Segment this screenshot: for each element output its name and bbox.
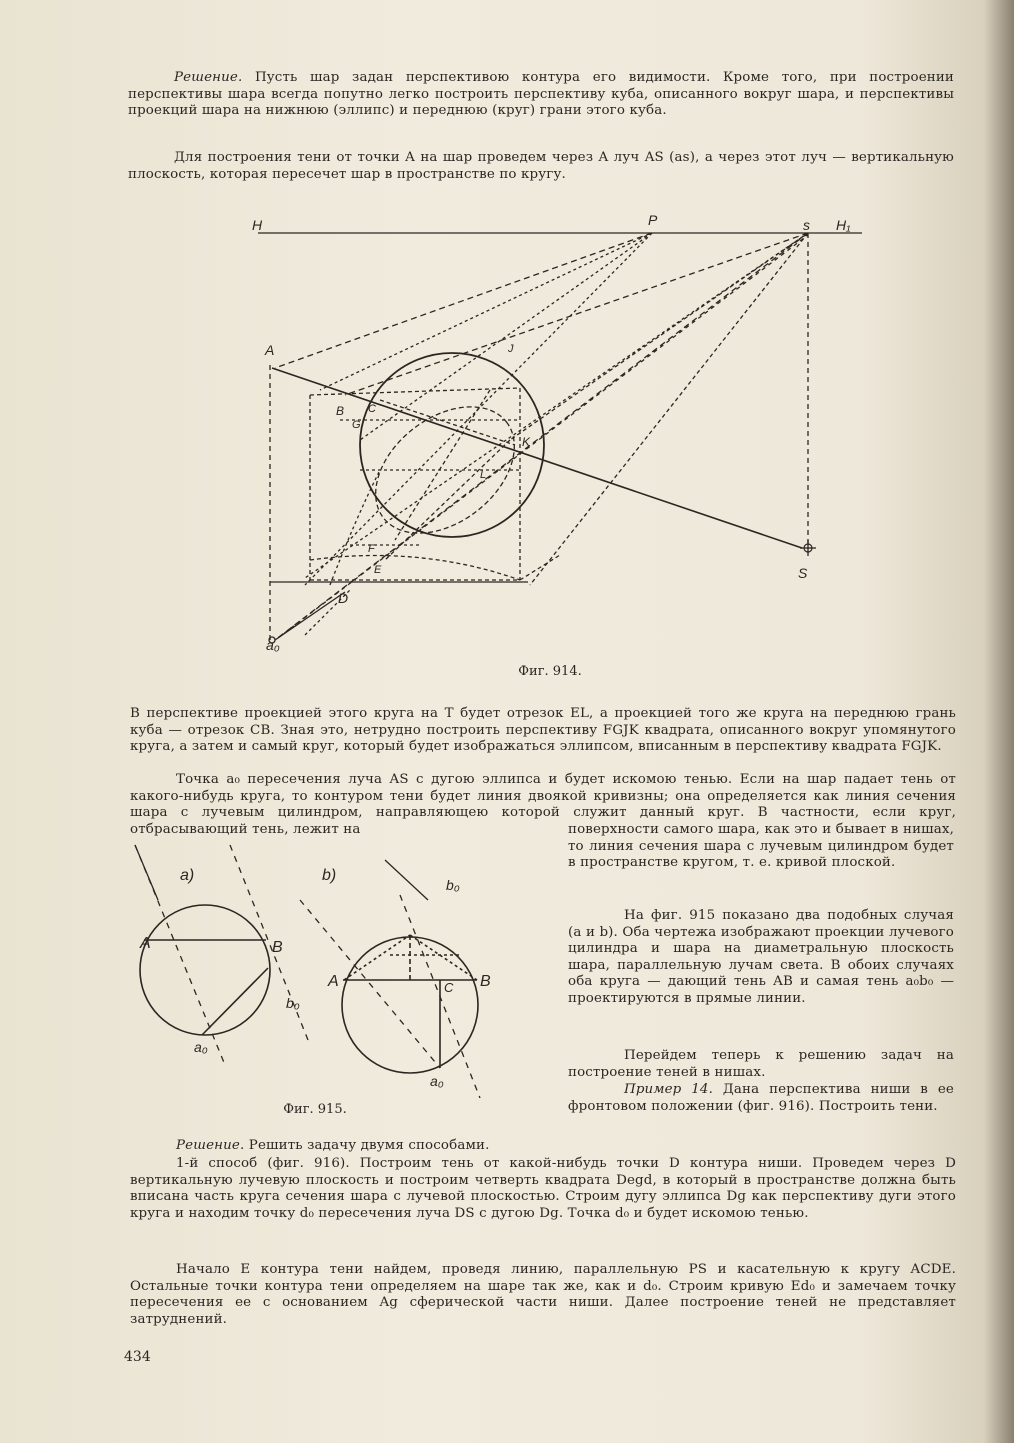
- label-a0-right: a₀: [430, 1073, 444, 1089]
- label-g: G: [352, 419, 361, 431]
- paragraph-3: В перспективе проекцией этого круга на T будет отрезок EL, а проекцией того же круга на переднюю грань куба — отрезок CB. Зная это, нетрудно построить перспективу FGJK квадрата, описанного вокруг упомянутого круга, а затем и самый круг, который будет изображаться эллипсом, вписанным в перспективу квадрата FGJK.: [130, 706, 956, 755]
- label-a0-left: a₀: [194, 1039, 208, 1055]
- label-k: K: [522, 435, 531, 449]
- paragraph-4: Точка a₀ пересечения луча AS с дугою эллипса и будет искомою тенью. Если на шар падает тень от какого-нибудь круга, то контуром тени будет линия двоякой кривизны; она определяется как линия сечения шара с лучевым цилиндром, направляющею которой служит данный круг. В частности, если круг, отбрасывающий тень, лежит на: [130, 772, 956, 837]
- circle-b: [342, 937, 478, 1073]
- solution-lead-2: Решение.: [176, 1138, 245, 1153]
- chord-a0b0-a: [202, 968, 268, 1035]
- label-a-right: A: [328, 973, 339, 990]
- label-case-b: b): [322, 867, 337, 884]
- label-f: F: [368, 543, 375, 555]
- paragraph-6: На фиг. 915 показано два подобных случая (a и b). Оба чертежа изображают проекции лучевого цилиндра и шара на диаметральную плоскость шара, параллельную лучам света. В обоих случаях оба круга — дающий тень AB и самая тень a₀b₀ — проектируются в прямые линии.: [568, 908, 954, 1006]
- figure-915: [130, 840, 550, 1140]
- paragraph-5: поверхности самого шара, как это и бывает в нишах, то линия сечения шара с лучевым цилиндром будет в пространстве кругом, т. е. кривой плоской.: [568, 822, 954, 871]
- label-b-left: B: [272, 939, 283, 956]
- figure-914: [0, 0, 1014, 700]
- label-e: E: [374, 564, 382, 576]
- label-j: J: [508, 343, 514, 355]
- label-c: C: [368, 403, 376, 415]
- paragraph-9-text: Решить задачу двумя способами.: [244, 1138, 490, 1153]
- page-number: 434: [124, 1349, 151, 1365]
- ray-p-3: [360, 233, 652, 440]
- label-b0-right: b₀: [446, 877, 460, 893]
- label-c-right: C: [444, 980, 454, 995]
- label-b-right: B: [480, 973, 491, 990]
- solution-lead: Решение.: [174, 70, 243, 85]
- paragraph-7: Перейдем теперь к решению задач на построение теней в нишах.: [568, 1048, 954, 1080]
- paragraph-11: Начало E контура тени найдем, проведя линию, параллельную PS и касательную к кругу ACDE. Остальные точки контура тени определяем на шаре так же, как и d₀. Строим кривую Ed₀ и замечаем точку пересечения ее с основанием Ag сферической части ниши. Далее построение теней не представляет затруднений.: [130, 1262, 956, 1327]
- ray-as: [272, 368, 802, 548]
- label-l: L: [480, 469, 487, 481]
- ray-s-1: [345, 233, 808, 395]
- label-a0: a₀: [266, 637, 280, 653]
- ray-s-3: [530, 233, 808, 585]
- label-h1: H₁: [836, 217, 851, 233]
- figure-914-caption: Фиг. 914.: [518, 664, 582, 679]
- cube-face-right: [520, 555, 560, 580]
- figure-915-caption: Фиг. 915.: [283, 1102, 347, 1117]
- paragraph-8: [568, 1082, 954, 1115]
- paragraph-8-text: Дана перспектива ниши в ее фронтовом положении (фиг. 916). Построить тени.: [568, 1082, 954, 1114]
- paragraph-2: Для построения тени от точки A на шар проведем через A луч AS (as), а через этот луч — вертикальную плоскость, которая пересечет шар в пространстве по кругу.: [128, 150, 954, 182]
- label-a: A: [265, 342, 275, 358]
- paragraph-1-text: Пусть шар задан перспективою контура его видимости. Кроме того, при построении перспективы шара всегда попутно легко построить перспективу куба, описанного вокруг шара, и перспективы проекций шара на нижнюю (эллипс) и переднюю (круг) грани этого куба.: [128, 70, 954, 119]
- paragraph-9: [130, 1138, 956, 1155]
- label-b0-left: b₀: [286, 995, 300, 1011]
- ray-p-2: [320, 233, 652, 390]
- label-p: P: [648, 212, 658, 228]
- bottom-ellipse-arc: [310, 556, 520, 581]
- paragraph-10: 1-й способ (фиг. 916). Построим тень от какой-нибудь точки D контура ниши. Проведем через D вертикальную лучевую плоскость и построим четверть квадрата Degd, в который в пространстве должна быть вписана часть круга сечения шара с лучевой плоскостью. Строим дугу эллипса Dg как перспективу дуги этого круга и находим точку d₀ пересечения луча DS с дугою Dg. Точка d₀ и будет искомою тенью.: [130, 1156, 956, 1221]
- label-h: H: [252, 217, 263, 233]
- label-case-a: a): [180, 867, 195, 884]
- label-b: B: [336, 404, 345, 418]
- bottom-arc-2: [330, 470, 380, 585]
- label-a-left: A: [140, 935, 151, 952]
- ray-p-1: [275, 233, 652, 368]
- label-s-small: s: [803, 217, 810, 233]
- label-d: D: [338, 590, 349, 606]
- label-s-large: S: [798, 565, 808, 581]
- example-lead: Пример 14.: [624, 1082, 713, 1097]
